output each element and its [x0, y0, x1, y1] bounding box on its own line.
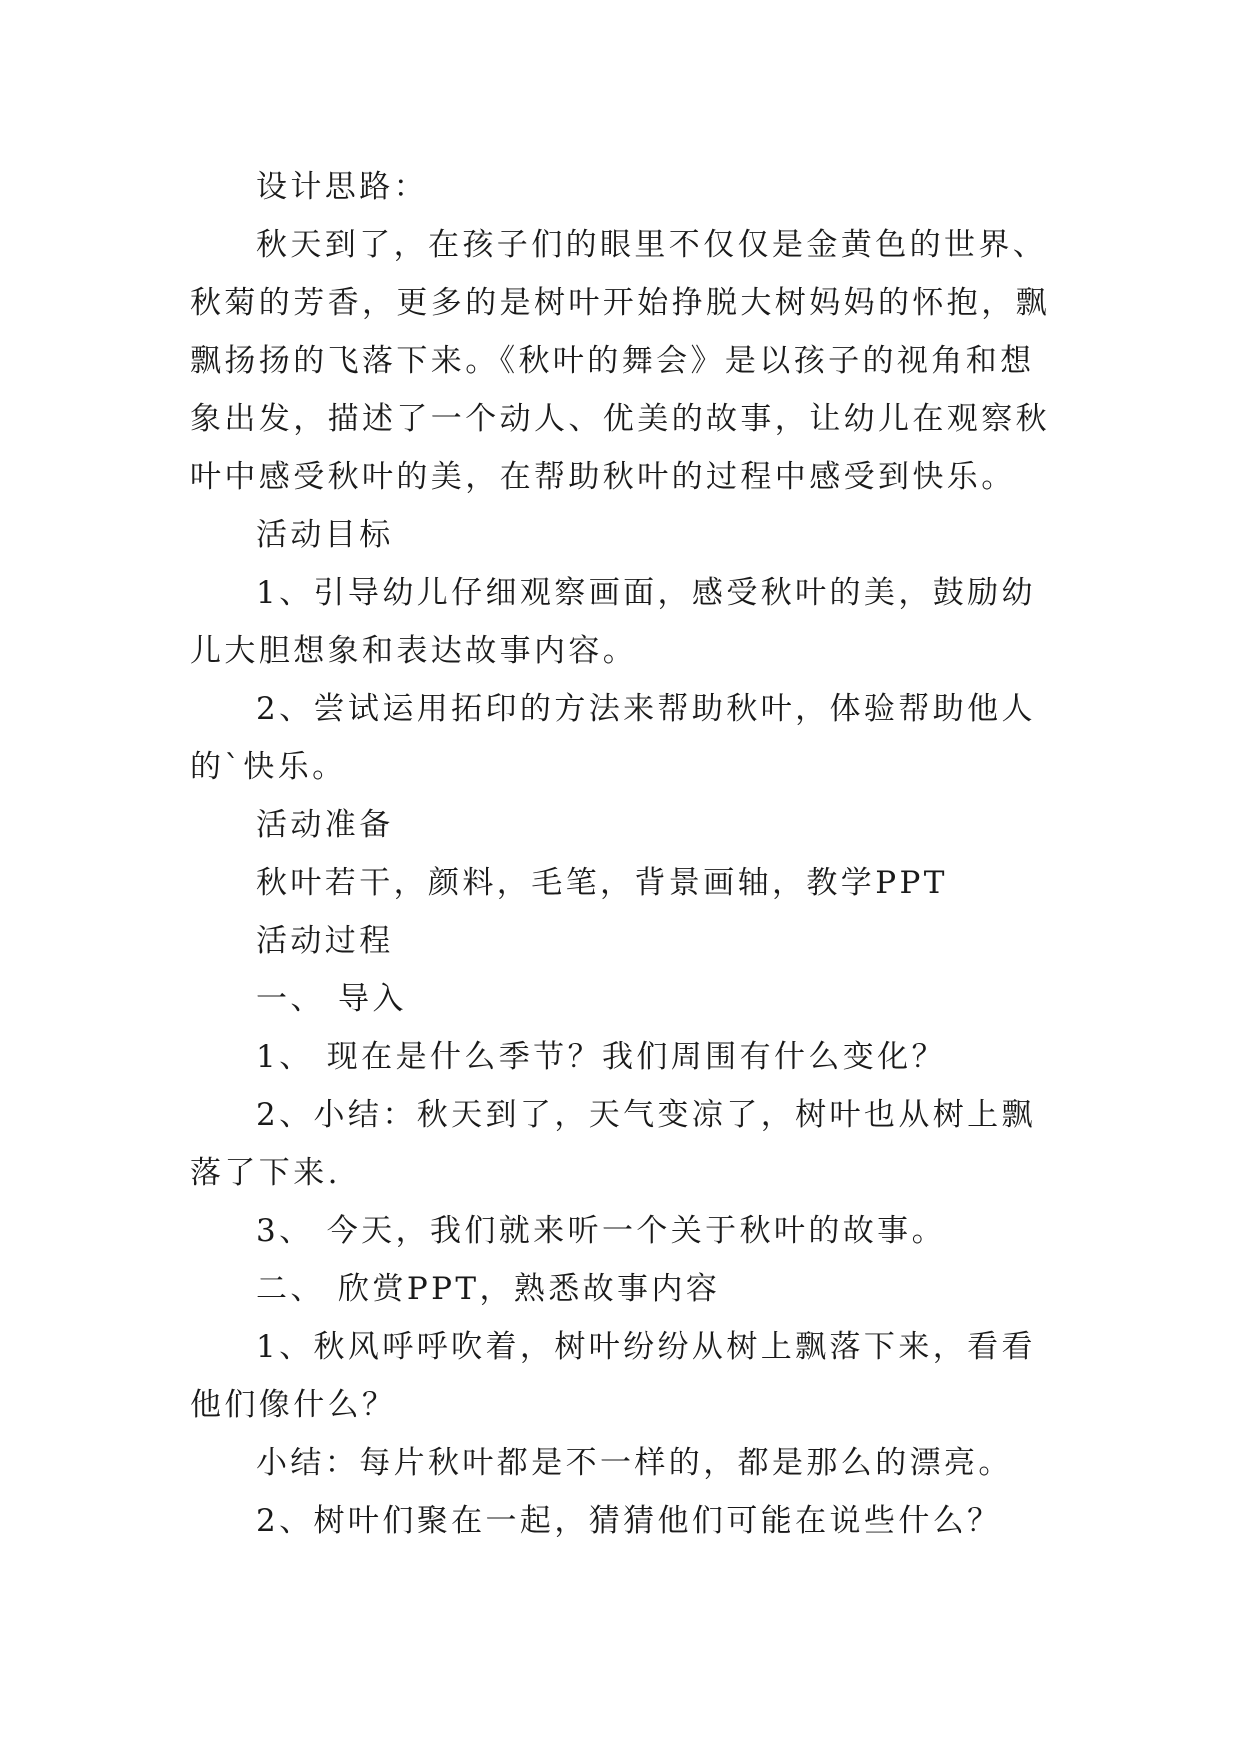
process-item-2-2: 2、树叶们聚在一起，猜猜他们可能在说些什么？: [256, 1503, 1002, 1539]
process-step-heading-1: 一、 导入: [256, 981, 407, 1017]
goal-item-2: 2、尝试运用拓印的方法来帮助秋叶，体验帮助他人的`快乐。: [190, 691, 1036, 785]
process-item-2-1: 1、秋风呼呼吹着，树叶纷纷从树上飘落下来，看看他们像什么？: [190, 1329, 1036, 1423]
paragraph-design-idea-body: 秋天到了，在孩子们的眼里不仅仅是金黄色的世界、秋菊的芳香，更多的是树叶开始挣脱大树妈妈的怀抱，飘飘扬扬的飞落下来。《秋叶的舞会》是以孩子的视角和想象出发，描述了一个动人、优美的故事，让幼儿在观察秋叶中感受秋叶的美，在帮助秋叶的过程中感受到快乐。: [190, 227, 1050, 495]
process-item-1-3: 3、 今天，我们就来听一个关于秋叶的故事。: [256, 1213, 946, 1249]
process-summary-2-1: 小结：每片秋叶都是不一样的，都是那么的漂亮。: [256, 1445, 1013, 1481]
document-body: [190, 158, 1060, 1550]
process-item-1-1: 1、 现在是什么季节？我们周围有什么变化？: [256, 1039, 946, 1075]
goal-item-1: 1、引导幼儿仔细观察画面，感受秋叶的美，鼓励幼儿大胆想象和表达故事内容。: [190, 575, 1036, 669]
preparation-materials: 秋叶若干，颜料，毛笔，背景画轴，教学PPT: [256, 865, 948, 901]
section-heading-activity-process: 活动过程: [256, 923, 394, 959]
process-item-1-2: 2、小结：秋天到了，天气变凉了，树叶也从树上飘落了下来.: [190, 1097, 1036, 1191]
section-heading-design-idea: 设计思路：: [256, 169, 428, 205]
section-heading-activity-preparation: 活动准备: [256, 807, 394, 843]
process-step-heading-2: 二、 欣赏PPT，熟悉故事内容: [256, 1271, 721, 1307]
section-heading-activity-goals: 活动目标: [256, 517, 394, 553]
